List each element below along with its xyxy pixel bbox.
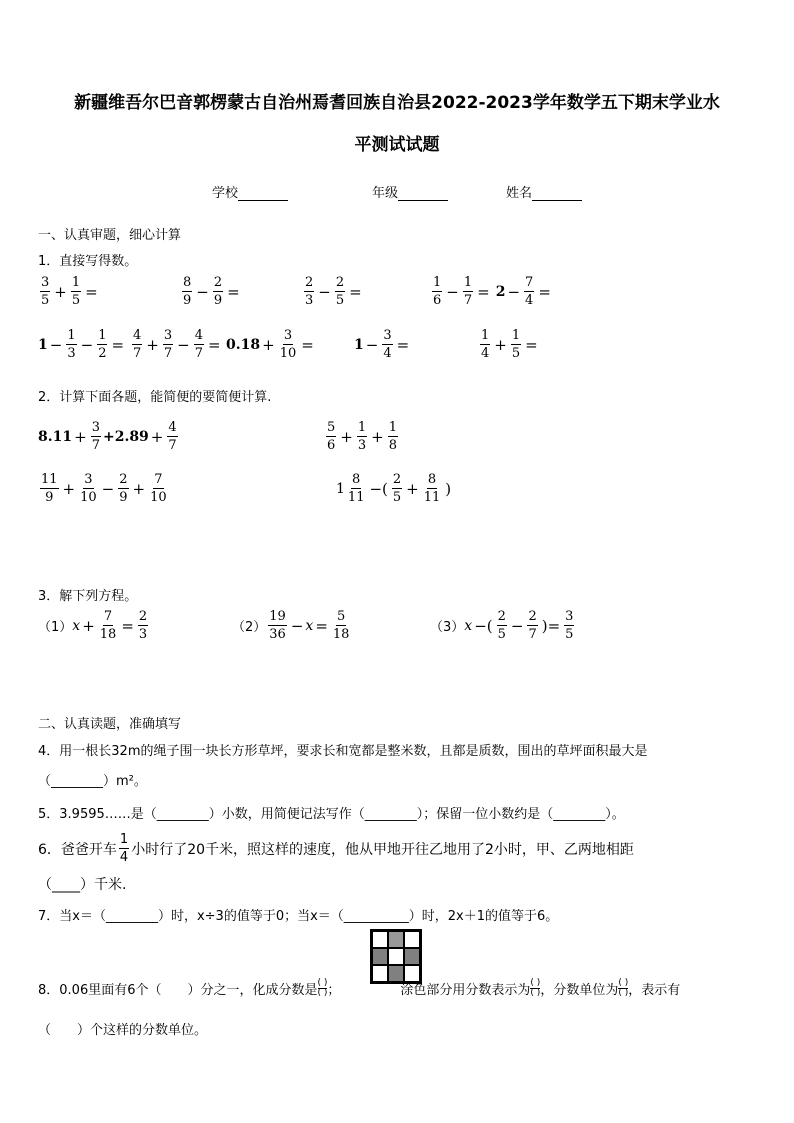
school-label: 学校: [212, 186, 239, 201]
q6-line2: （____）千米.: [38, 877, 127, 893]
q1-r2-a: 1 − $\frac{1}{3}$ − $\frac{1}{2}$ =: [38, 328, 125, 361]
grid-cell: [404, 931, 420, 948]
q3-p2: （2） $\frac{19}{36}$ − x = $\frac{5}{18}$: [232, 609, 350, 642]
school-blank[interactable]: [238, 186, 288, 201]
q5-text: 5．3.9595……是（________）小数，用简便记法写作（________）；保留一位小数约是（________）。: [38, 807, 625, 822]
name-label: 姓名: [506, 186, 533, 201]
q4-line2: （________）m²。: [38, 774, 147, 789]
q3-label: 3．解下列方程。: [38, 589, 138, 604]
q1-r2-c: 0.18 + $\frac{3}{10}$ =: [226, 328, 314, 361]
grade-field: [372, 182, 448, 201]
q2-e3: $\frac{11}{9}$ + $\frac{3}{10}$ − $\frac{2}{9}$ + $\frac{7}{10}$: [41, 472, 167, 505]
q2-e2: $\frac{5}{6}$ + $\frac{1}{3}$ + $\frac{1}{8}$: [327, 420, 397, 453]
q3-p3: （3） x −( $\frac{2}{5}$ − $\frac{2}{7}$ )= $\frac{3}{5}$: [430, 609, 574, 642]
grid-cell-shaded: [388, 931, 404, 948]
q1-r1-a: $\frac{3}{5}$ + $\frac{1}{5}$ =: [41, 275, 98, 308]
q1-r2-d: 1 − $\frac{3}{4}$ =: [354, 328, 410, 361]
q8-line2: （ ）个这样的分数单位。: [38, 1023, 208, 1038]
q1-r1-d: $\frac{1}{6}$ − $\frac{1}{7}$ = 2 − $\frac{7}{4}$ =: [433, 275, 551, 308]
section1-heading: 一、认真审题，细心计算: [38, 228, 182, 243]
q1-label: 1．直接写得数。: [38, 254, 138, 269]
q2-e1: 8.11 + $\frac{3}{7}$ +2.89 + $\frac{4}{7}$: [38, 420, 177, 453]
q1-r2-e: $\frac{1}{4}$ + $\frac{1}{5}$ =: [481, 328, 538, 361]
shaded-grid: [370, 929, 422, 984]
q1-r1-b: $\frac{8}{9}$ − $\frac{2}{9}$ =: [183, 275, 240, 308]
grid-cell-shaded: [372, 948, 388, 965]
q1-r1-c: $\frac{2}{3}$ − $\frac{2}{5}$ =: [305, 275, 362, 308]
grid-cell: [372, 931, 388, 948]
q4-line1: 4．用一根长32m的绳子围一块长方形草坪，要求长和宽都是整米数，且都是质数，围出的草坪面积最大是: [38, 744, 648, 759]
q2-e4: 1 $\frac{8}{11}$ −( $\frac{2}{5}$ + $\frac{8}{11}$ ): [336, 472, 452, 505]
name-field: [506, 182, 582, 201]
q6-line1: 6．爸爸开车 $\frac{1}{4}$ 小时行了20千米，照这样的速度，他从甲地开往乙地用了2小时，甲、乙两地相距: [38, 832, 634, 865]
grade-blank[interactable]: [398, 186, 448, 201]
page-title-line1: 新疆维吾尔巴音郭楞蒙古自治州焉耆回族自治县2022-2023学年数学五下期末学业水: [74, 93, 720, 113]
grid-cell: [388, 948, 404, 965]
q3-p1: （1） x + $\frac{7}{18}$ = $\frac{2}{3}$: [38, 609, 148, 642]
q8-line1: 8．0.06里面有6个（ ）分之一，化成分数是 ( ) ( ) ； 涂色部分用分数表示为 ( ) ( ) ，分数单位为 ( ) ( ) ，表示有: [38, 978, 681, 998]
school-field: [212, 182, 288, 201]
q7-text: 7．当x＝（________）时，x÷3的值等于0；当x＝（__________）时，2x＋1的值等于6。: [38, 909, 559, 924]
q1-r2-b: $\frac{4}{7}$ + $\frac{3}{7}$ − $\frac{4}{7}$ =: [133, 328, 221, 361]
section2-heading: 二、认真读题，准确填写: [38, 717, 182, 732]
grade-label: 年级: [372, 186, 399, 201]
q2-label: 2．计算下面各题，能简便的要简便计算.: [38, 390, 272, 405]
grid-cell-shaded: [404, 948, 420, 965]
page-title-line2: 平测试试题: [354, 135, 440, 155]
name-blank[interactable]: [532, 186, 582, 201]
